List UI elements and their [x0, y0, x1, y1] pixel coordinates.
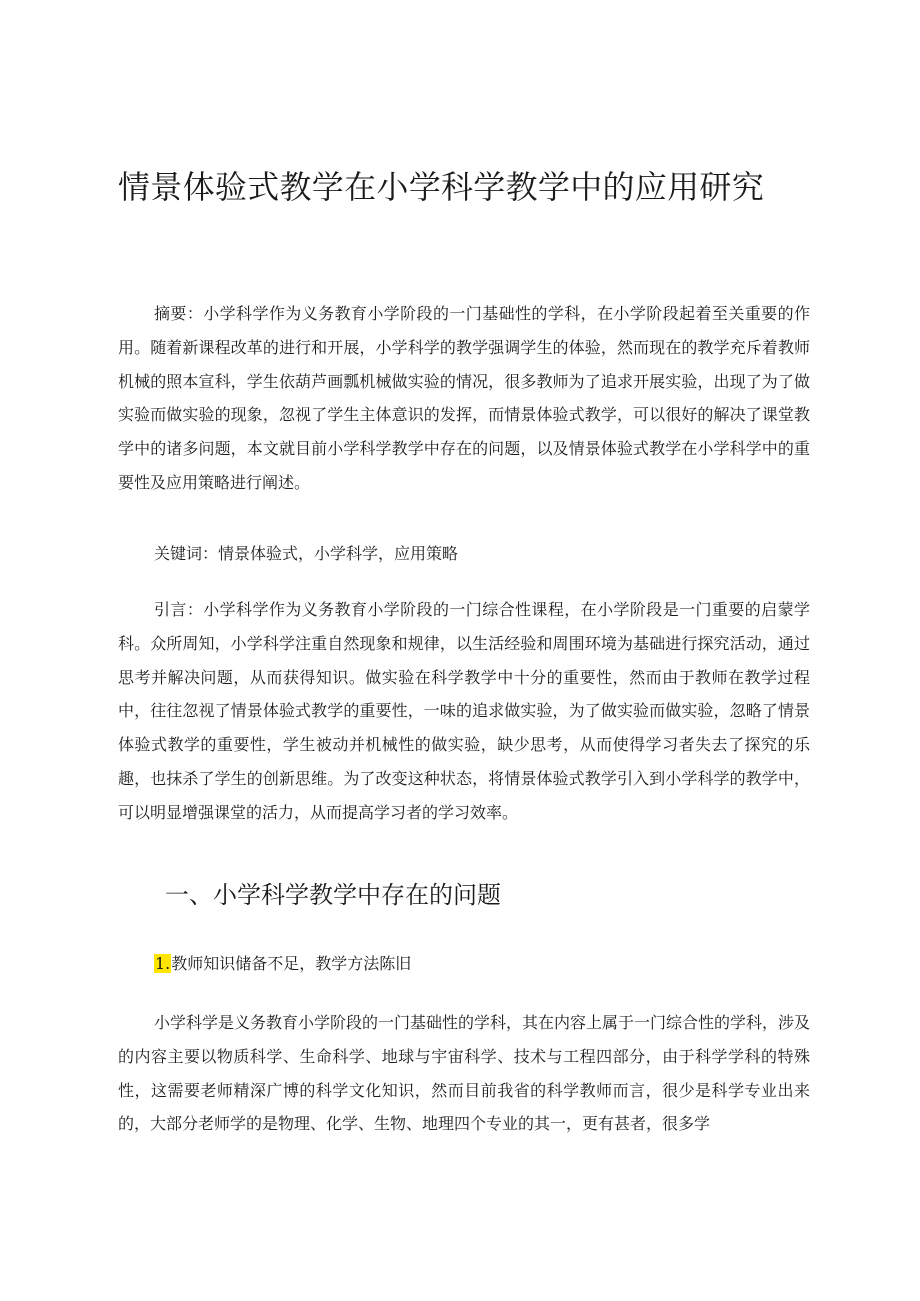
document-title: 情景体验式教学在小学科学教学中的应用研究 [118, 168, 765, 206]
body-paragraph-1: 小学科学是义务教育小学阶段的一门基础性的学科，其在内容上属于一门综合性的学科，涉及的内容主要以物质科学、生命科学、地球与宇宙科学、技术与工程四部分，由于科学学科的特殊性，这需要老师精深广博的科学文化知识，然而目前我省的科学教师而言，很少是科学专业出来的，大部分老师学的是物理、化学、生物、地理四个专业的其一，更有甚者，很多学 [118, 1013, 811, 1134]
sub-heading-text: 教师知识储备不足，教学方法陈旧 [171, 954, 412, 973]
abstract-paragraph: 摘要：小学科学作为义务教育小学阶段的一门基础性的学科，在小学阶段起着至关重要的作用。随着新课程改革的进行和开展，小学科学的教学强调学生的体验，然而现在的教学充斥着教师机械的照本宣科，学生依葫芦画瓢机械做实验的情况，很多教师为了追求开展实验，出现了为了做实验而做实验的现象，忽视了学生主体意识的发挥，而情景体验式教学，可以很好的解决了课堂教学中的诸多问题，本文就目前小学科学教学中存在的问题，以及情景体验式教学在小学科学中的重要性及应用策略进行阐述。 [118, 304, 810, 492]
keywords-paragraph: 关键词：情景体验式，小学科学，应用策略 [154, 544, 459, 563]
intro-paragraph: 引言：小学科学作为义务教育小学阶段的一门综合性课程，在小学阶段是一门重要的启蒙学科。众所周知，小学科学注重自然现象和规律，以生活经验和周围环境为基础进行探究活动，通过思考并解决问题，从而获得知识。做实验在科学教学中十分的重要性，然而由于教师在教学过程中，往往忽视了情景体验式教学的重要性，一味的追求做实验，为了做实验而做实验，忽略了情景体验式教学的重要性，学生被动并机械性的做实验，缺少思考，从而使得学习者失去了探究的乐趣，也抹杀了学生的创新思维。为了改变这种状态，将情景体验式教学引入到小学科学的教学中，可以明显增强课堂的活力，从而提高学习者的学习效率。 [118, 600, 810, 822]
section-heading-1: 一、小学科学教学中存在的问题 [165, 881, 501, 909]
sub-heading-1 [154, 949, 411, 979]
highlighted-number: 1. [155, 954, 171, 973]
